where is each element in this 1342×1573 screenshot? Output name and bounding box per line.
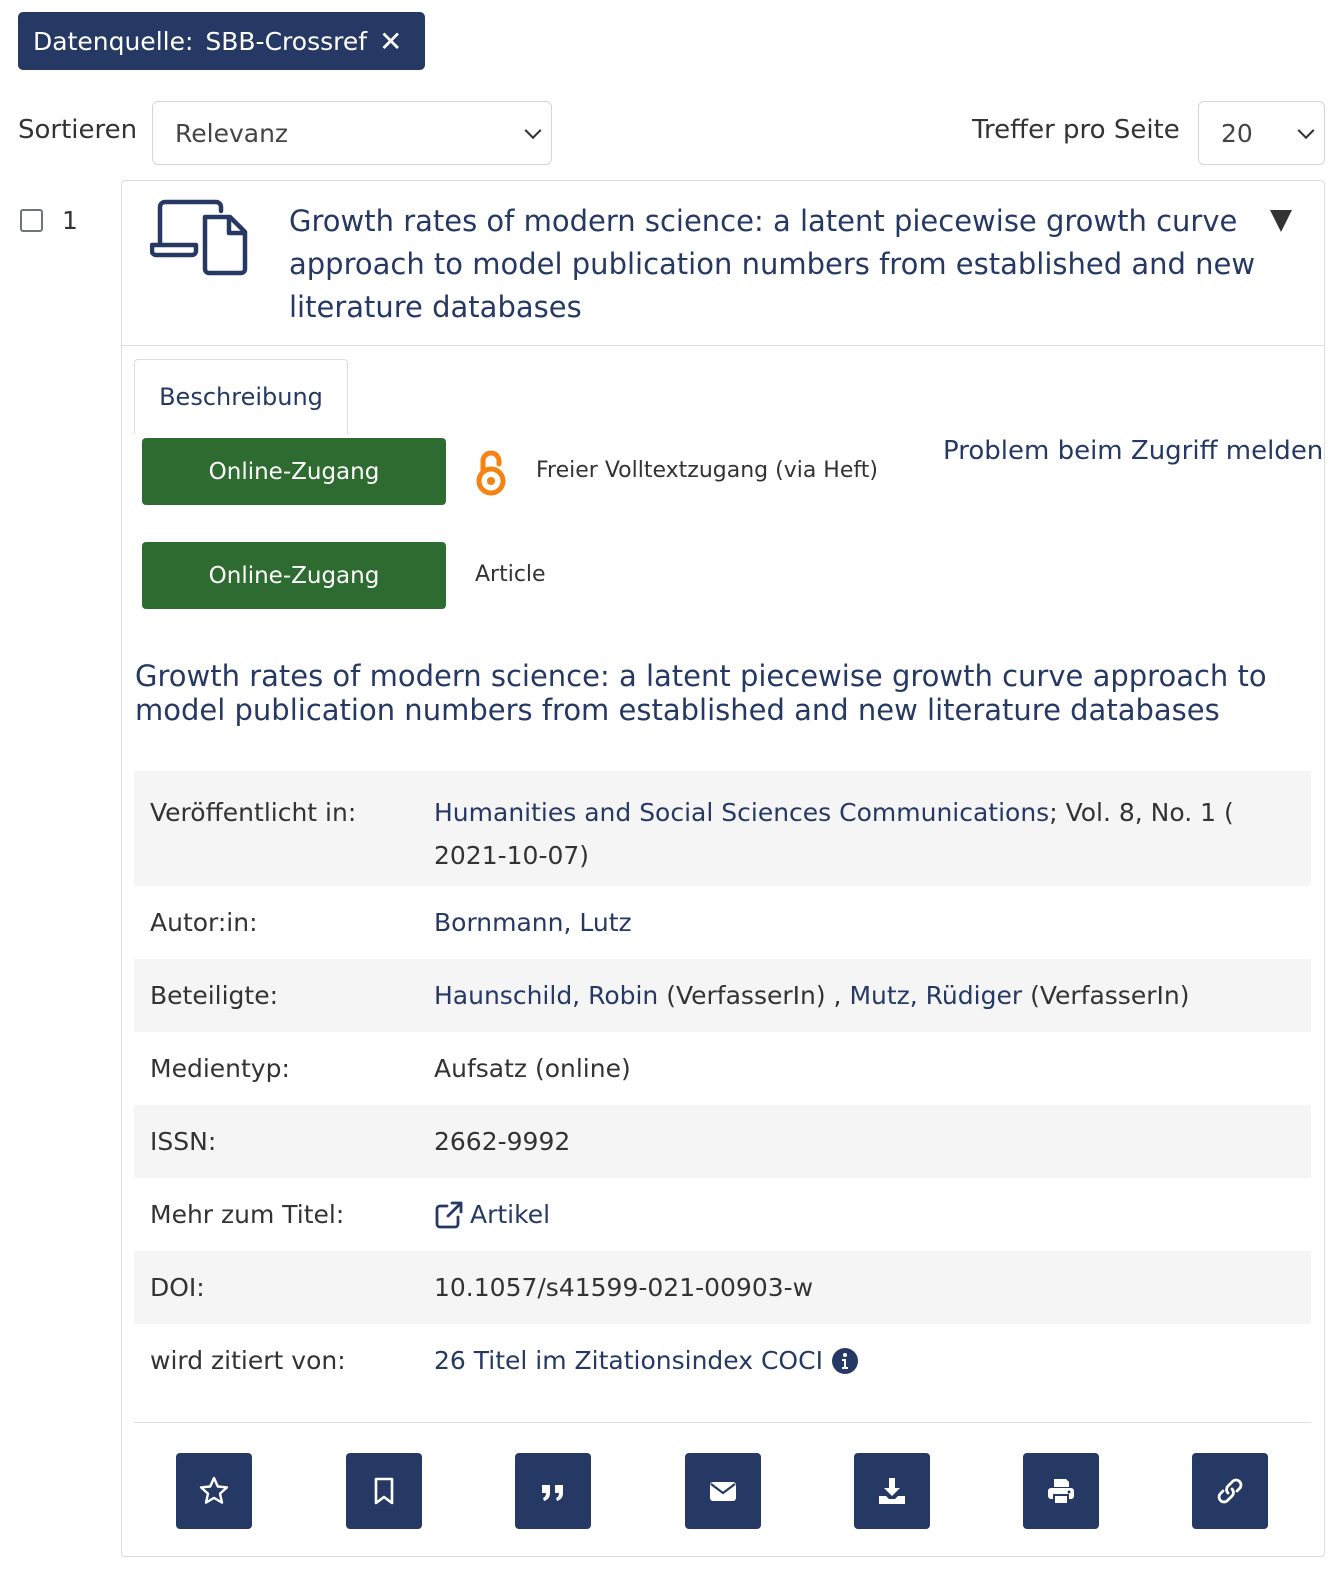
online-access-button[interactable]: Online-Zugang [142, 438, 446, 505]
per-page-label: Treffer pro Seite [972, 115, 1180, 145]
access-note: Freier Volltextzugang (via Heft) [536, 458, 878, 483]
print-button[interactable] [1023, 1453, 1099, 1529]
link-icon [1214, 1475, 1246, 1507]
details-table [134, 771, 1311, 1397]
issn-value: 2662-9992 [434, 1127, 571, 1156]
journal-date: 2021-10-07) [434, 841, 590, 870]
filter-value: SBB-Crossref [205, 26, 368, 56]
per-page-selected: 20 [1221, 118, 1253, 148]
contributor-link[interactable]: Mutz, Rüdiger [849, 981, 1023, 1010]
contributors-label: Beteiligte: [150, 981, 279, 1010]
sort-select[interactable] [152, 101, 552, 165]
favorite-button[interactable] [176, 1453, 252, 1529]
filter-key: Datenquelle: [33, 26, 194, 56]
media-type-value: Aufsatz (online) [434, 1054, 631, 1083]
bookmark-icon [368, 1475, 400, 1507]
details-row-more [134, 1178, 1311, 1251]
journal-link[interactable]: Humanities and Social Sciences Communications [434, 798, 1050, 827]
contributor-link[interactable]: Haunschild, Robin [434, 981, 659, 1010]
details-row-media-type [134, 1032, 1311, 1105]
details-row-doi [134, 1251, 1311, 1324]
access-note: Article [475, 562, 546, 587]
actions-divider [134, 1422, 1311, 1423]
bookmark-button[interactable] [346, 1453, 422, 1529]
email-button[interactable] [685, 1453, 761, 1529]
info-icon[interactable] [831, 1347, 859, 1375]
tab-description[interactable]: Beschreibung [134, 359, 348, 434]
export-button[interactable] [854, 1453, 930, 1529]
sort-label: Sortieren [18, 115, 138, 145]
cite-button[interactable] [515, 1453, 591, 1529]
details-row-issn [134, 1105, 1311, 1178]
permalink-button[interactable] [1192, 1453, 1268, 1529]
filter-remove-icon[interactable]: ✕ [379, 24, 403, 58]
issn-label: ISSN: [150, 1127, 217, 1156]
external-link-icon [434, 1200, 464, 1230]
collapse-toggle-icon[interactable] [1270, 210, 1292, 232]
media-type-label: Medientyp: [150, 1054, 290, 1083]
article-link[interactable] [434, 1200, 1311, 1230]
doi-label: DOI: [150, 1273, 205, 1302]
contributor-role: (VerfasserIn) , [658, 981, 850, 1010]
details-row-contributors [134, 959, 1311, 1032]
details-row-published [134, 771, 1311, 886]
result-select-checkbox[interactable] [20, 209, 43, 232]
report-problem-link[interactable]: Problem beim Zugriff melden [943, 436, 1324, 466]
chevron-down-icon [525, 122, 542, 139]
star-icon [198, 1475, 230, 1507]
citation-index-link[interactable]: 26 Titel im Zitationsindex COCI [434, 1346, 823, 1375]
published-in-label: Veröffentlicht in: [150, 798, 357, 827]
cited-label: wird zitiert von: [150, 1346, 346, 1375]
quote-icon [537, 1475, 569, 1507]
online-resource-icon [150, 199, 248, 277]
result-number: 1 [62, 206, 78, 235]
per-page-select[interactable] [1198, 101, 1325, 165]
chevron-down-icon [1298, 122, 1315, 139]
author-label: Autor:in: [150, 908, 258, 937]
open-access-icon [474, 448, 508, 496]
sort-selected: Relevanz [175, 118, 289, 148]
filter-chip-datasource [18, 12, 425, 70]
description-title: Growth rates of modern science: a latent piecewise growth curve approach to model publication numbers from established and new literature databases [135, 659, 1267, 727]
details-row-cited [134, 1324, 1311, 1397]
print-icon [1045, 1475, 1077, 1507]
article-link-label: Artikel [470, 1200, 551, 1229]
online-access-button[interactable]: Online-Zugang [142, 542, 446, 609]
details-row-author [134, 886, 1311, 959]
card-header-divider [122, 345, 1324, 346]
author-link[interactable]: Bornmann, Lutz [434, 908, 632, 937]
more-label: Mehr zum Titel: [150, 1200, 345, 1229]
journal-suffix: ; Vol. 8, No. 1 ( [1049, 798, 1234, 827]
doi-value: 10.1057/s41599-021-00903-w [434, 1273, 814, 1302]
envelope-icon [707, 1475, 739, 1507]
contributor-role: (VerfasserIn) [1022, 981, 1190, 1010]
download-icon [876, 1475, 908, 1507]
result-title-link[interactable]: Growth rates of modern science: a latent piecewise growth curve approach to model publication numbers from established and new literature databases [289, 204, 1256, 324]
